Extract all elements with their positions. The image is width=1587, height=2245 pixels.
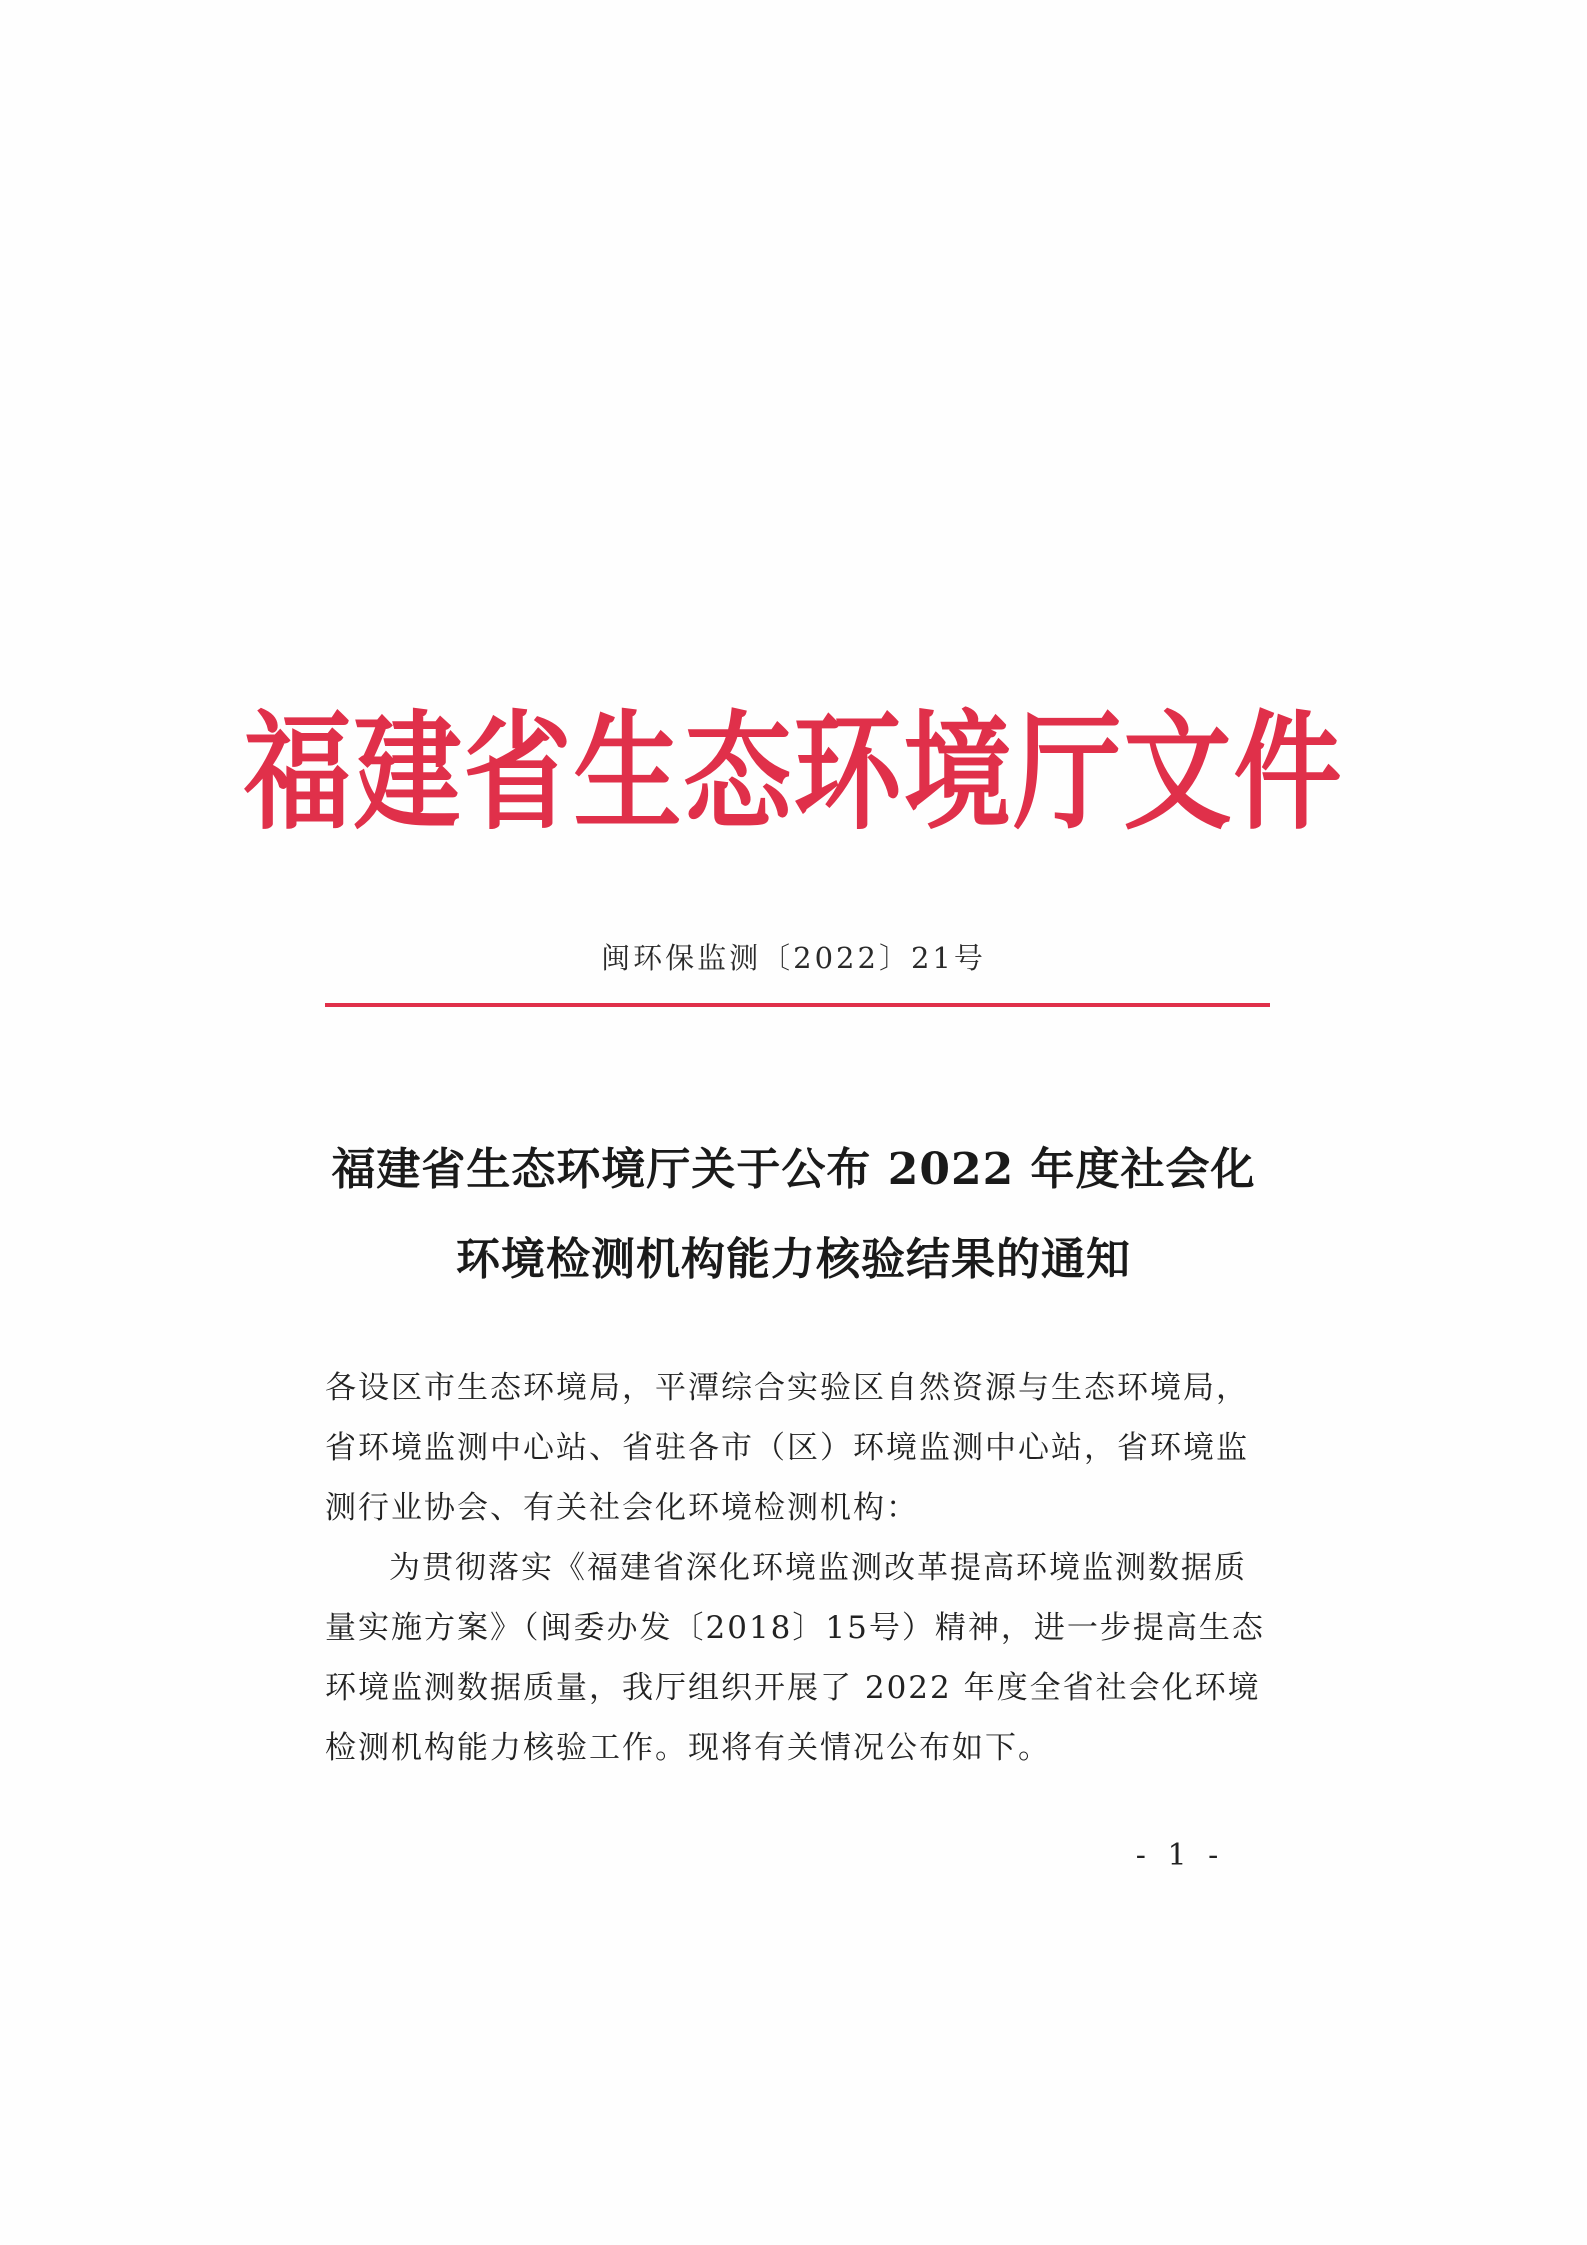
notice-title-line-1: 福建省生态环境厅关于公布 2022 年度社会化 xyxy=(331,1144,1256,1195)
notice-title-line-2: 环境检测机构能力核验结果的通知 xyxy=(456,1234,1131,1285)
masthead-title: 福建省生态环境厅文件 xyxy=(243,698,1344,847)
notice-body xyxy=(325,1358,1270,1778)
document-number: 闽环保监测〔2022〕21号 xyxy=(601,941,986,975)
body-paragraph-1: 为贯彻落实《福建省深化环境监测改革提高环境监测数据质量实施方案》（闽委办发〔2018〕15号）精神，进一步提高生态环境监测数据质量，我厅组织开展了 2022 年度全省社会化环境检测机构能力核验工作。现将有关情况公布如下。 xyxy=(325,1550,1265,1766)
notice-title xyxy=(300,1125,1287,1305)
red-divider-rule xyxy=(325,1003,1270,1007)
page-number: - 1 - xyxy=(1135,1838,1225,1873)
addressee-paragraph: 各设区市生态环境局，平潭综合实验区自然资源与生态环境局，省环境监测中心站、省驻各市（区）环境监测中心站，省环境监测行业协会、有关社会化环境检测机构： xyxy=(325,1370,1249,1526)
